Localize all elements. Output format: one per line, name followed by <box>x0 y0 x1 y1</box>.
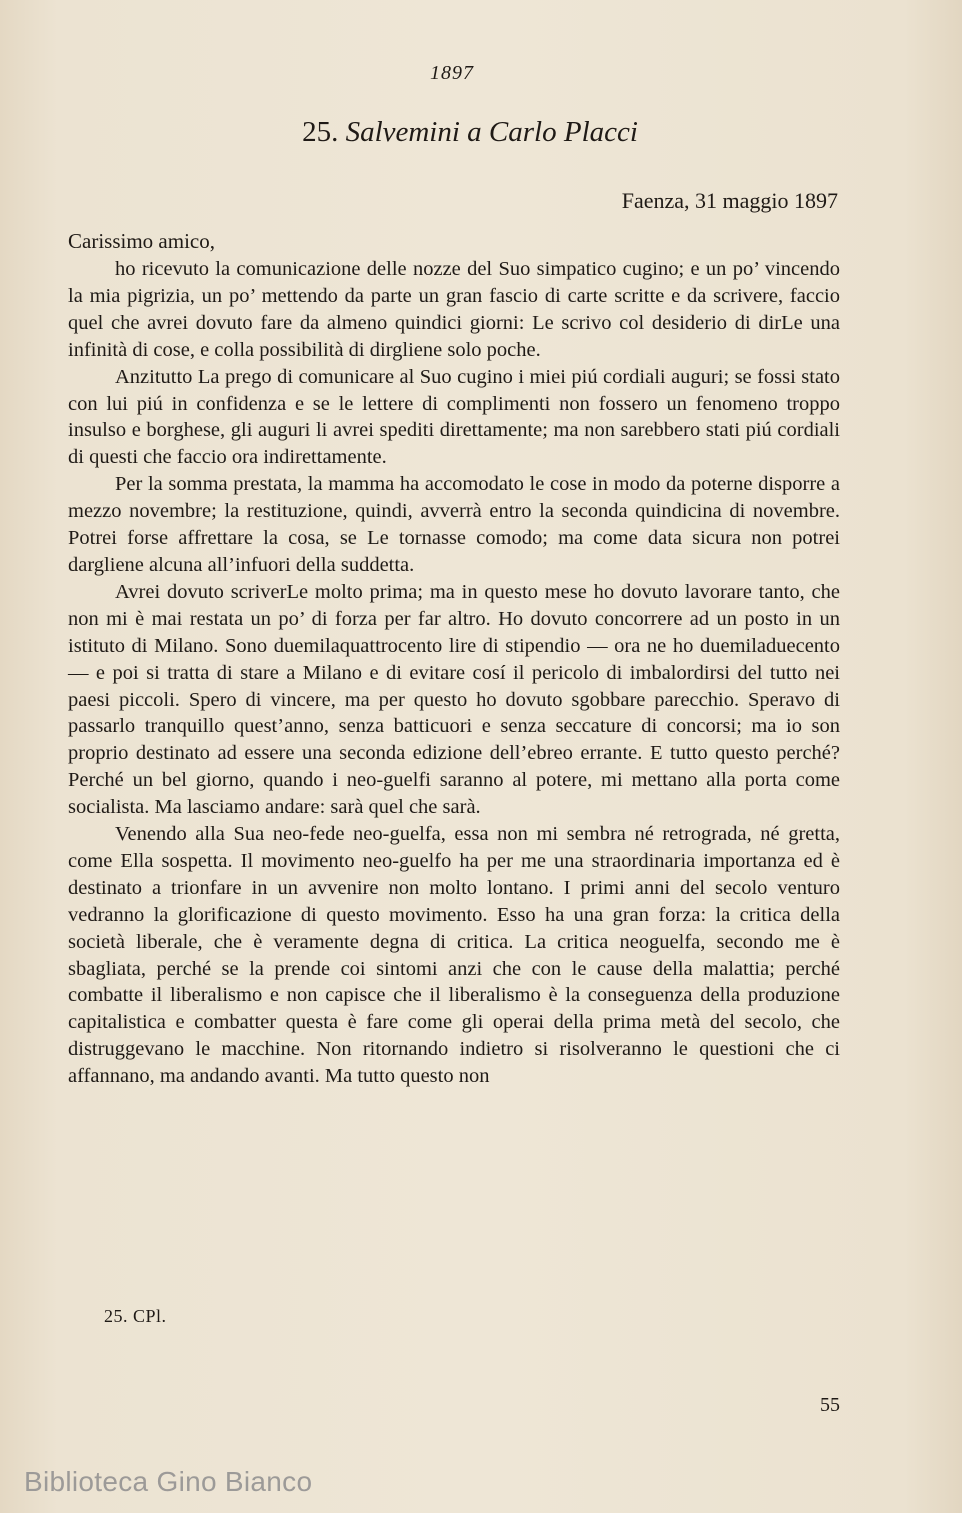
running-head: 1897 <box>430 62 474 84</box>
letter-title-text: Salvemini a Carlo Placci <box>345 116 638 148</box>
salutation: Carissimo amico, <box>68 229 215 253</box>
place-date: Faenza, 31 maggio 1897 <box>621 188 838 213</box>
letter-body <box>68 256 840 1090</box>
library-watermark: Biblioteca Gino Bianco <box>24 1466 313 1497</box>
paragraph: ho ricevuto la comunicazione delle nozze del Suo simpatico cugino; e un po’ vincendo la mia pigrizia, un po’ mettendo da parte un gran fascio di carte scritte e da scrivere, faccio quel che avrei dovuto fare da almeno quindici giorni: Le scrivo col desiderio di dirLe una infinità di cose, e colla possibilità di dirgliene solo poche. <box>68 258 840 361</box>
paragraph: Anzitutto La prego di comunicare al Suo cugino i miei piú cordiali auguri; se fossi stato con lui piú in confidenza e se le lettere di complimenti non fossero un fenomeno troppo insulso e borghese, gli auguri li avrei spediti direttamente; ma non sarebbero stati piú cordiali di questi che faccio ora indirettamente. <box>68 365 840 469</box>
paragraph: Avrei dovuto scriverLe molto prima; ma in questo mese ho dovuto lavorare tanto, che non mi è mai restata un po’ di forza per far altro. Ho dovuto concorrere ad un posto in un istituto di Milano. Sono duemilaquattrocento lire di stipendio — ora ne ho duemiladuecento — e poi si tratta di stare a Milano e di evitare cosí il pericolo di imbalordirsi del tutto nei paesi piccoli. Spero di vincere, ma per questo ho dovuto sgobbare parecchio. Speravo di passarlo tranquillo quest’anno, senza batticuori e senza seccature di concorsi; ma io son proprio destinato ad essere una seconda edizione dell’ebreo errante. E tutto questo perché? Perché un bel giorno, quando i neo-guelfi saranno al potere, mi mettano alla porta come socialista. Ma lasciamo andare: sarà quel che sarà. <box>68 580 840 819</box>
paragraph: Per la somma prestata, la mamma ha accomodato le cose in modo da poterne disporre a mezzo novembre; la restituzione, quindi, avverrà entro la seconda quindicina di novembre. Potrei forse affrettare la cosa, se Le tornasse comodo; ma come data sicura non potrei dargliene alcuna all’infuori della suddetta. <box>68 473 840 576</box>
letter-number: 25. <box>302 116 339 148</box>
paragraph: Venendo alla Sua neo-fede neo-guelfa, essa non mi sembra né retrograda, né gretta, come Ella sospetta. Il movimento neo-guelfo ha per me una straordinaria importanza ed è destinato a trionfare in un avvenire non molto lontano. I primi anni del secolo venturo vedranno la glorificazione di questo movimento. Esso ha una gran forza: la critica della società liberale, che è veramente degna di critica. La critica neoguelfa, secondo me è sbagliata, perché se la prende coi sintomi anzi che con le cause della malattia; perché combatte il liberalismo e non capisce che il liberalismo è la conseguenza della produzione capitalistica e combatter questa è fare come gli operai della prima metà del secolo, che distruggevano le macchine. Non ritornando indietro si risolveranno le questioni che ci affannano, ma andando avanti. Ma tutto questo non <box>68 823 840 1088</box>
letter-title <box>0 116 940 149</box>
page-number: 55 <box>820 1394 840 1416</box>
footnote: 25. CPl. <box>104 1306 167 1326</box>
